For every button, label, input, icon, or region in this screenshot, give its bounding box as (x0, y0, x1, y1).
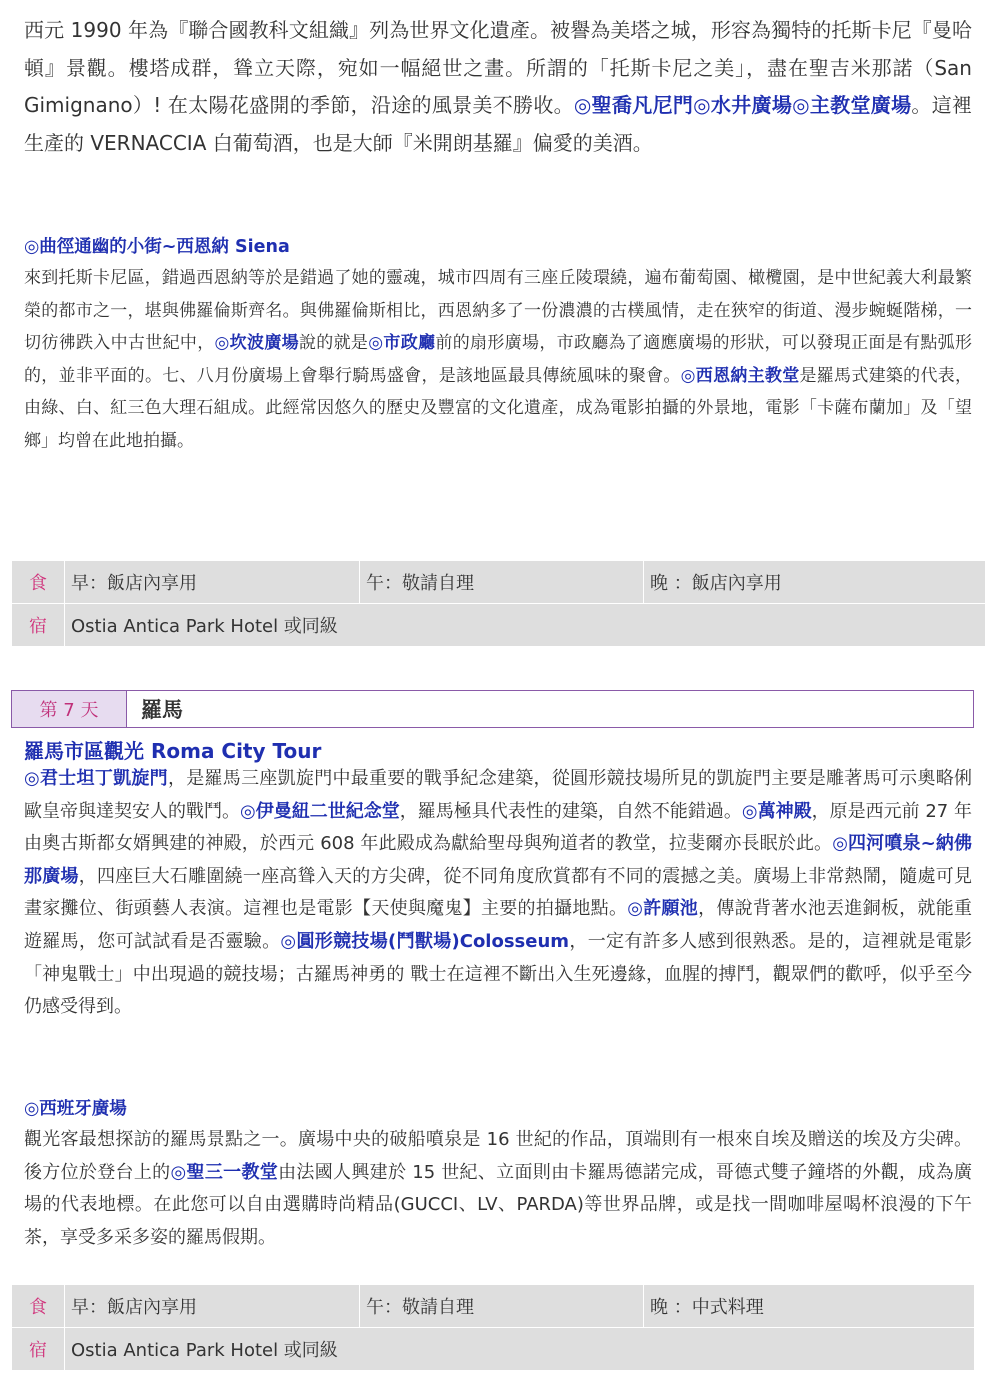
stay-row (12, 1328, 975, 1371)
siena-heading: ◎曲徑通幽的小街~西恩納 Siena (24, 237, 290, 257)
meal-table-day7 (11, 1284, 975, 1371)
spain-heading: ◎西班牙廣場 (24, 1099, 127, 1119)
roma-text-5: ，傳說背著水池丟進銅板，就能重遊羅馬，您可試試看是否靈驗。 (24, 898, 972, 952)
stay-row (12, 604, 986, 647)
intro-highlight-sites: ◎聖喬凡尼門◎水井廣場◎主教堂廣場 (573, 93, 912, 117)
roma-highlight-arch: ◎君士坦丁凱旋門 (24, 768, 168, 789)
dinner-cell: 晚 ：中式料理 (644, 1285, 975, 1328)
roma-text-6: ，一定有許多人感到很熟悉。是的，這裡就是電影「神鬼戰士」中出現過的競技場；古羅馬神勇的 戰士在這裡不斷出入生死邊緣，血腥的搏鬥，觀眾們的歡呼，似乎至今仍感受得到。 (24, 930, 973, 1018)
spain-paragraph (24, 1124, 972, 1254)
day-city: 羅馬 (141, 698, 183, 722)
dinner-cell: 晚 ：飯店內享用 (644, 561, 986, 604)
spain-text-1: 觀光客最想探訪的羅馬景點之一。廣場中央的破船噴泉是 16 世紀的作品，頂端則有一根來自埃及贈送的埃及方尖碑。後方位於登台上的 (24, 1129, 972, 1183)
meals-row (12, 561, 986, 604)
siena-paragraph (24, 262, 972, 458)
roma-highlight-navona: ◎四河噴泉~納佛那廣場 (24, 833, 972, 887)
roma-highlight-colosseum: ◎圓形競技場(鬥獸場)Colosseum (280, 930, 570, 952)
breakfast-cell: 早：飯店內享用 (65, 1285, 360, 1328)
siena-highlight-townhall: ◎市政廳 (368, 333, 436, 354)
hotel-cell: Ostia Antica Park Hotel 或同級 (65, 604, 986, 647)
intro-text-1: 西元 1990 年為『聯合國教科文組織』列為世界文化遺產。被譽為美塔之城，形容為獨特的托斯卡尼『曼哈頓』景觀。樓塔成群，聳立天際，宛如一幅絕世之畫。所謂的「托斯卡尼之美」，盡在聖吉米那諾（San Gimignano）! 在太陽花盛開的季節，沿途的風景美不勝收。 (24, 18, 972, 117)
siena-text-4: 是羅馬式建築的代表，由綠、白、紅三色大理石組成。此經常因悠久的歷史及豐富的文化遺產，成為電影拍攝的外景地，電影「卡薩布蘭加」及「望鄉」均曾在此地拍攝。 (24, 365, 973, 451)
siena-text-1: 來到托斯卡尼區，錯過西恩納等於是錯過了她的靈魂，城市四周有三座丘陵環繞，遍布葡萄園、橄欖園，是中世紀義大利最繁榮的都市之一，堪與佛羅倫斯齊名。與佛羅倫斯相比，西恩納多了一份濃濃的古樸風情，走在狹窄的街道、漫步蜿蜒階梯，一切彷彿跌入中古世紀中， (24, 268, 972, 354)
lunch-cell: 午：敬請自理 (360, 1285, 644, 1328)
lunch-cell: 午：敬請自理 (360, 561, 644, 604)
roma-text-2: ，羅馬極具代表性的建築，自然不能錯過。 (399, 800, 742, 822)
meal-table-day6 (11, 560, 986, 647)
meals-row (12, 1285, 975, 1328)
hotel-cell: Ostia Antica Park Hotel 或同級 (65, 1328, 975, 1371)
intro-text-2: 。這裡生產的 VERNACCIA 白葡萄酒，也是大師『米開朗基羅』偏愛的美酒。 (24, 93, 972, 155)
food-label: 食 (12, 561, 65, 604)
breakfast-cell: 早：飯店內享用 (65, 561, 360, 604)
roma-heading: 羅馬市區觀光 Roma City Tour (24, 739, 322, 763)
roma-text-1: ，是羅馬三座凱旋門中最重要的戰爭紀念建築，從圓形競技場所見的凱旋門主要是雕著馬可示奧略俐歐皇帝與達契安人的戰鬥。 (24, 768, 972, 822)
spain-text-2: 由法國人興建於 15 世紀、立面則由卡羅馬德諾完成，哥德式雙子鐘塔的外觀，成為廣場的代表地標。在此您可以自由選購時尚精品(GUCCI、LV、PARDA)等世界品牌，或是找一間咖啡屋喝杯浪漫的下午茶，享受多采多姿的羅馬假期。 (24, 1161, 972, 1248)
roma-highlight-pantheon: ◎萬神殿 (741, 800, 812, 822)
stay-label: 宿 (12, 604, 65, 647)
stay-label: 宿 (12, 1328, 65, 1371)
siena-text-3: 前的扇形廣場，市政廳為了適應廣場的形狀，可以發現正面是有點弧形的，並非平面的。七、八月份廣場上會舉行騎馬盛會，是該地區最具傳統風味的聚會。 (24, 333, 973, 386)
siena-highlight-campo: ◎坎波廣場 (214, 333, 299, 354)
roma-highlight-trevi: ◎許願池 (627, 898, 699, 920)
roma-highlight-vittoriano: ◎伊曼紐二世紀念堂 (240, 800, 400, 822)
siena-text-2: 說的就是 (298, 333, 369, 354)
spain-highlight-trinita: ◎聖三一教堂 (170, 1161, 279, 1183)
roma-paragraph (24, 763, 972, 1024)
food-label: 食 (12, 1285, 65, 1328)
intro-paragraph (24, 12, 972, 162)
day-header (11, 690, 974, 728)
day-number: 第 7 天 (12, 691, 127, 727)
siena-highlight-cathedral: ◎西恩納主教堂 (680, 365, 800, 386)
roma-text-3: ，原是西元前 27 年由奧古斯都女婿興建的神殿，於西元 608 年此殿成為獻給聖母與殉道者的教堂，拉斐爾亦長眠於此。 (24, 800, 972, 855)
roma-text-4: ，四座巨大石雕圍繞一座高聳入天的方尖碑，從不同角度欣賞都有不同的震撼之美。廣場上非常熱鬧，隨處可見畫家攤位、街頭藝人表演。這裡也是電影【天使與魔鬼】主要的拍攝地點。 (24, 865, 973, 920)
